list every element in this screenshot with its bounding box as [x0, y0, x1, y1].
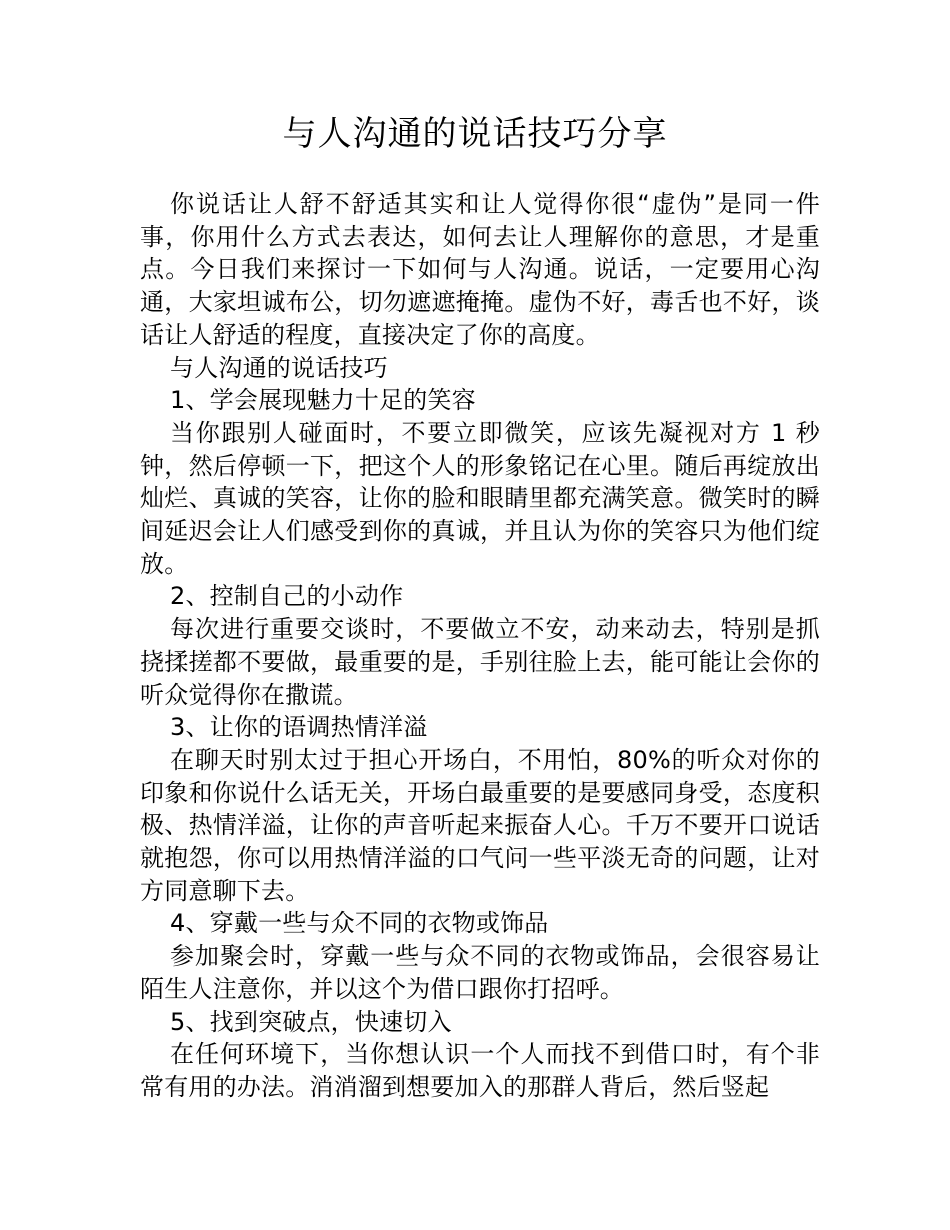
tip-heading-3: 3、让你的语调热情洋溢	[170, 713, 428, 742]
tip-paragraph-4: 参加聚会时，穿戴一些与众不同的衣物或饰品，会很容易让陌生人注意你，并以这个为借口跟你打招呼。	[140, 942, 820, 1003]
tip-heading-2: 2、控制自己的小动作	[170, 582, 404, 611]
tip-paragraph-1: 当你跟别人碰面时，不要立即微笑，应该先凝视对方 1 秒钟，然后停顿一下，把这个人的形象铭记在心里。随后再绽放出灿烂、真诚的笑容，让你的脸和眼睛里都充满笑意。微笑时的瞬间延迟会让人们感受到你的真诚，并且认为你的笑容只为他们绽放。	[140, 418, 820, 578]
tip-heading-1: 1、学会展现魅力十足的笑容	[170, 386, 476, 415]
tip-paragraph-5: 在任何环境下，当你想认识一个人而找不到借口时，有个非常有用的办法。消消溜到想要加入的那群人背后，然后竖起	[140, 1040, 820, 1101]
intro-paragraph: 你说话让人舒不舒适其实和让人觉得你很“虚伪”是同一件事，你用什么方式去表达，如何去让人理解你的意思，才是重点。今日我们来探讨一下如何与人沟通。说话，一定要用心沟通，大家坦诚布公，切勿遮遮掩掩。虚伪不好，毒舌也不好，谈话让人舒适的程度，直接决定了你的高度。	[140, 190, 820, 349]
section-heading: 与人沟通的说话技巧	[170, 353, 388, 382]
tip-paragraph-2: 每次进行重要交谈时，不要做立不安，动来动去，特别是抓挠揉搓都不要做，最重要的是，手别往脸上去，能可能让会你的听众觉得你在撒谎。	[140, 615, 820, 709]
document-body	[140, 188, 820, 1104]
tip-paragraph-3: 在聊天时别太过于担心开场白，不用怕，80%的听众对你的印象和你说什么话无关，开场白最重要的是要感同身受，态度积极、热情洋溢，让你的声音听起来振奋人心。千万不要开口说话就抱怨，你可以用热情洋溢的口气问一些平淡无奇的问题，让对方同意聊下去。	[140, 745, 820, 905]
tip-heading-5: 5、找到突破点，快速切入	[170, 1007, 452, 1036]
document-title: 与人沟通的说话技巧分享	[282, 114, 668, 154]
tip-heading-4: 4、穿戴一些与众不同的衣物或饰品	[170, 909, 549, 938]
